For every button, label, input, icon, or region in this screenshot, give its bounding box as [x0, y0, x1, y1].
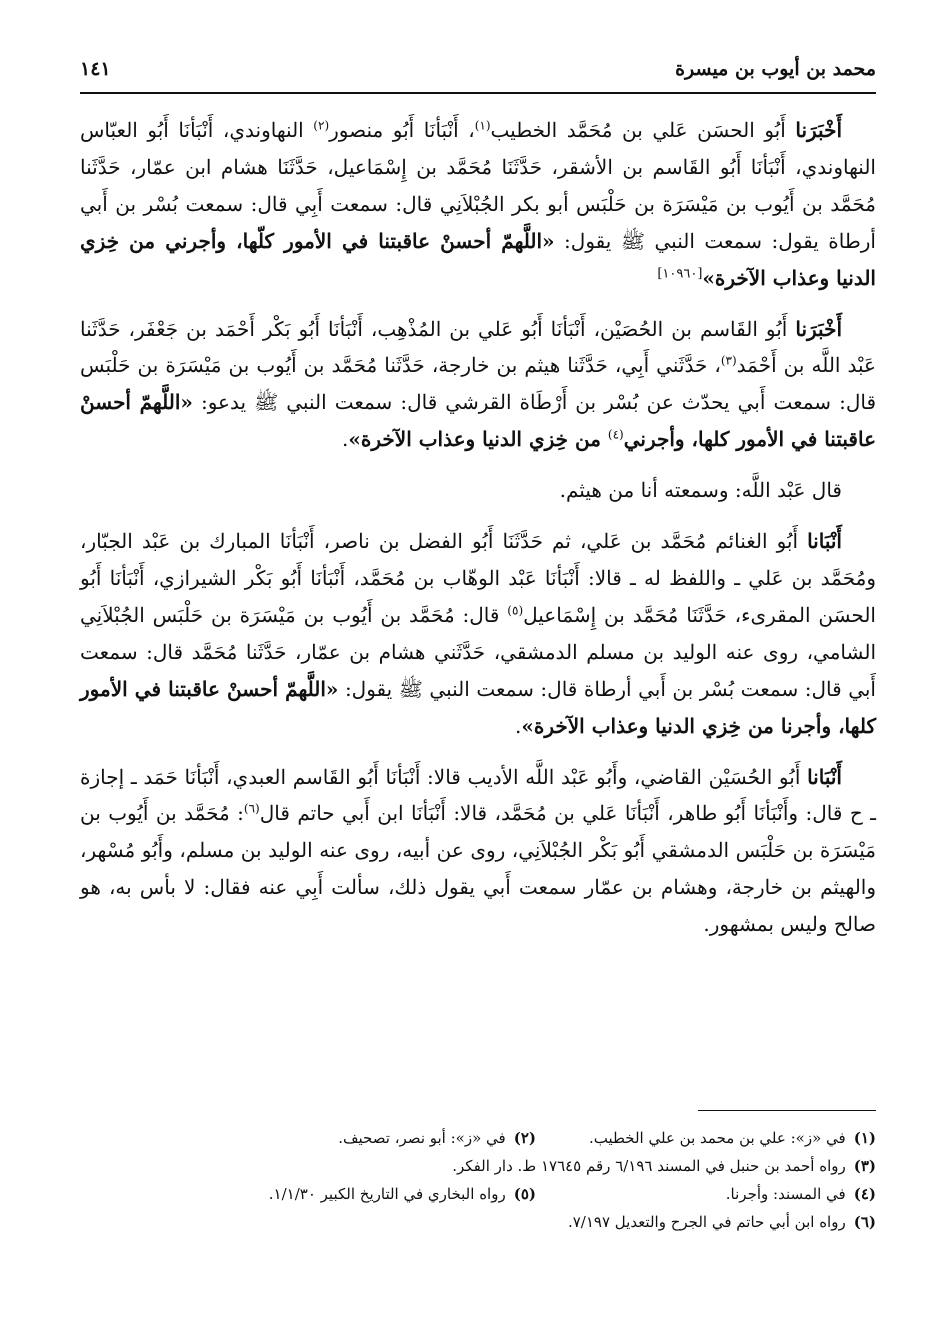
page-number: ١٤١	[80, 58, 111, 80]
running-head	[80, 58, 876, 92]
footnote-number: (٤)	[853, 1185, 876, 1203]
footnote-rule	[698, 1110, 876, 1111]
footnote-6	[568, 1208, 876, 1236]
footnote-4	[536, 1180, 876, 1208]
hadith-quote: «اللَّهمّ أحسنْ عاقبتنا في الأمور كلّها، وأجرني من خِزي الدنيا وعذاب الآخرة»	[80, 228, 876, 290]
main-text	[80, 112, 876, 957]
footnote-row	[80, 1208, 876, 1236]
isnad-lead: أَخْبَرَنا	[795, 316, 842, 341]
footnote-text: رواه أحمد بن حنبل في المسند ٦/١٩٦ رقم ١٧٦٤٥ ط. دار الفكر.	[452, 1157, 846, 1175]
footnote-ref: (٥)	[507, 603, 524, 618]
punctuation: .	[342, 427, 349, 452]
footnote-number: (٣)	[853, 1157, 876, 1175]
footnote-row	[80, 1152, 876, 1180]
footnote-ref: (٤)	[607, 427, 624, 442]
footnote-number: (٦)	[853, 1213, 876, 1231]
footnote-number: (٢)	[513, 1129, 536, 1147]
text-run: قال: مُحَمَّد بن أَيُوب بن مَيْسَرَة بن حَلْبَس الجُبْلاَنِي الشامي، روى عنه الوليد بن مسلم الدمشقي، حَدَّثَني هشام بن عمّار، حَدَّثَنا مُحَمَّد قال: سمعت أَبي قال: سمعت بُسْر بن أَبي أرطاة قال: سمعت النبي ﷺ يقول:	[80, 602, 876, 701]
footnote-ref: (٢)	[313, 118, 330, 133]
paragraph-1	[80, 112, 876, 297]
paragraph-4	[80, 523, 876, 744]
footnote-1	[536, 1124, 876, 1152]
hadith-quote: «اللَّهمّ أحسنْ عاقبتنا في الأمور كلها، وأجرنا من خِزي الدنيا وعذاب الآخرة»	[80, 676, 876, 738]
footnote-3	[452, 1152, 876, 1180]
footnote-ref: (٦)	[243, 801, 260, 816]
text-run: : مُحَمَّد بن أَيُوب بن مَيْسَرَة بن حَلْبَس الدمشقي أَبُو بَكْر الجُبْلاَنِي، روى عن أبيه، روى عنه الوليد بن مسلم، وأَبُو مُسْهر، والهيثم بن خارجة، وهشام بن عمّار سمعت أَبي يقول ذلك، سألت أَبِي عنه فقال: لا بأس به، هو صالح وليس بمشهور.	[80, 801, 876, 937]
text-run: النهاوندي، أَنْبَأنَا أَبُو العبّاس النهاوندي، أَنْبَأنَا أَبُو القَاسم بن الأشقر، حَدَّثَنَا مُحَمَّد بن إِسْمَاعيل، حَدَّثَنَا هشام ابن عمّار، حَدَّثَنا مُحَمَّد بن أَيُوب بن مَيْسَرَة بن حَلْبَس أبو بكر الجُبْلاَنِي قال: سمعت أَبِي قال: سمعت بُسْر بن أَبي أرطاة يقول: سمعت النبي ﷺ يقول:	[80, 118, 876, 253]
isnad-lead: أَنْبَانا	[807, 529, 842, 554]
text-run: أَبُو الغنائم مُحَمَّد بن عَلي، ثم حَدَّثَنَا أَبُو الفضل بن ناصر، أَنْبَأنَا المبارك بن عَبْد الجبّار، ومُحَمَّد بن عَلي ـ واللفظ له ـ قالا: أَنْبَأنَا عَبْد الوهّاب بن مُحَمَّد، أَنْبَأنَا أَبُو بَكْر الشيرازي، أَنْبَأنَا أَبُو الحسَن المقرىء، حَدَّثَنَا مُحَمَّد بن إِسْمَاعيل	[80, 529, 876, 627]
text-run: أَبُو القَاسم بن الحُصَيْن، أَنْبَأنَا أَبُو عَلي بن المُذْهِب، أَنْبَأنَا أَبُو بَكْر أَحْمَد بن جَعْفَر، حَدَّثَنا عَبْد اللَّه بن أَحْمَد	[80, 316, 876, 378]
text-run: قال عَبْد اللَّه: وسمعته أنا من هيثم.	[559, 478, 842, 503]
isnad-lead: أَخْبَرَنا	[795, 118, 842, 142]
punctuation: .	[515, 713, 522, 738]
footnote-text: في «ز»: علي بن محمد بن علي الخطيب.	[588, 1129, 846, 1147]
running-title: محمد بن أيوب بن ميسرة	[675, 58, 876, 80]
footnote-text: رواه ابن أبي حاتم في الجرح والتعديل ٧/١٩٧.	[567, 1213, 846, 1231]
isnad-lead: أَنْبَانا	[807, 764, 842, 789]
footnote-text: في «ز»: أبو نصر، تصحيف.	[338, 1129, 506, 1147]
paragraph-2	[80, 311, 876, 459]
footnote-5	[269, 1180, 536, 1208]
header-rule	[80, 92, 876, 94]
footnote-number: (٥)	[513, 1185, 536, 1203]
footnote-2	[338, 1124, 536, 1152]
reference-number: [١٠٩٦٠]	[657, 265, 703, 281]
footnotes	[80, 1124, 876, 1236]
footnote-text: في المسند: وأجرنا.	[725, 1185, 846, 1203]
hadith-quote: «اللَّهمّ أحسنْ عاقبتنا في الأمور كلها، وأجرني	[80, 390, 876, 452]
footnote-ref: (١)	[474, 118, 491, 133]
footnote-number: (١)	[853, 1129, 876, 1147]
text-run: أَبُو الحُسَيْن القاضي، وأَبُو عَبْد اللَّه الأديب قالا: أَنْبَأنَا أَبُو القَاسم العبدي، أَنْبَأنَا حَمَد ـ إجازة ـ ح قال: وأَنْبَأنَا أَبُو طاهر، أَنْبَأنَا عَلي بن مُحَمَّد، قالا: أَنْبَأنَا ابن أَبي حاتم قال	[80, 764, 876, 826]
text-run: أَبُو الحسَن عَلي بن مُحَمَّد الخطيب	[490, 118, 796, 142]
paragraph-3	[80, 472, 876, 509]
footnote-row	[80, 1180, 876, 1208]
footnote-ref: (٣)	[720, 353, 737, 368]
text-run: ، حَدَّثَني أَبِي، حَدَّثَنا هيثم بن خارجة، حَدَّثَنا مُحَمَّد بن أَيُوب بن مَيْسَرَة بن حَلْبَس قال: سمعت أَبي يحدّث عن بُسْر بن أَرْطَاة القرشي قال: سمعت النبي ﷺ يدعو:	[80, 353, 877, 415]
footnote-row	[80, 1124, 876, 1152]
text-run: ، أَنْبَأنَا أَبُو منصور	[329, 118, 475, 142]
hadith-quote: من خِزي الدنيا وعذاب الآخرة»	[348, 427, 608, 452]
paragraph-5	[80, 759, 876, 944]
footnote-text: رواه البخاري في التاريخ الكبير ١/١/٣٠.	[268, 1185, 506, 1203]
